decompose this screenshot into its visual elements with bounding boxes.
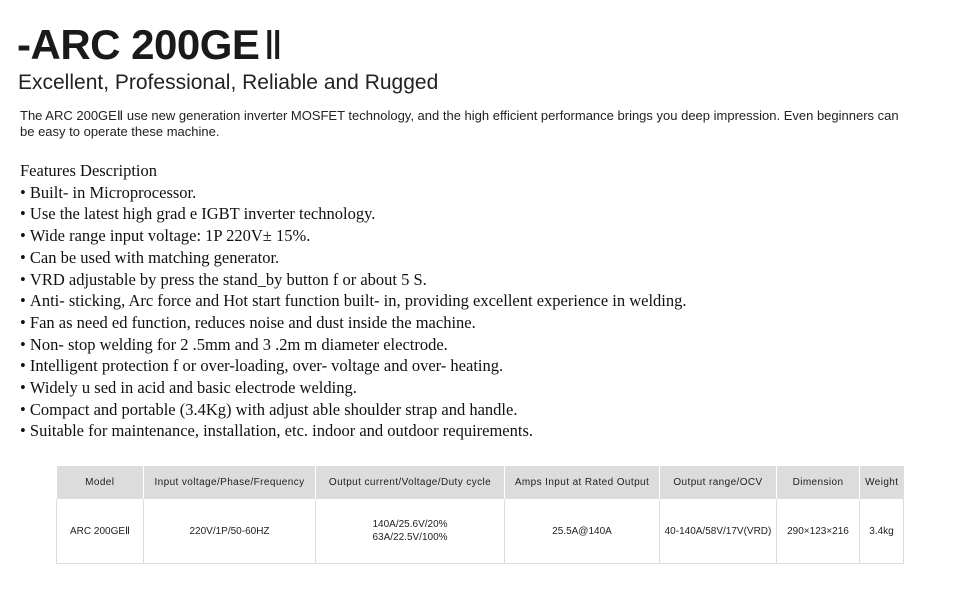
feature-item: • Intelligent protection f or over-loading, over- voltage and over- heating. (20, 355, 920, 377)
cell-output-current (316, 499, 505, 564)
header-output-range: Output range/OCV (660, 466, 777, 499)
page-title-text: -ARC 200GE (17, 21, 260, 68)
cell-dimension: 290×123×216 (777, 499, 860, 564)
cell-weight: 3.4kg (860, 499, 904, 564)
feature-item: • Widely u sed in acid and basic electrode welding. (20, 377, 920, 399)
feature-item: • Compact and portable (3.4Kg) with adjust able shoulder strap and handle. (20, 399, 920, 421)
header-dimension: Dimension (777, 466, 860, 499)
feature-item: • Suitable for maintenance, installation, etc. indoor and outdoor requirements. (20, 420, 920, 442)
features-section (20, 160, 920, 442)
cell-amps-input: 25.5A@140A (505, 499, 660, 564)
header-model: Model (57, 466, 144, 499)
feature-item: • Wide range input voltage: 1P 220V± 15%. (20, 225, 920, 247)
spec-table (56, 466, 904, 564)
table-row (57, 499, 904, 564)
header-output-current: Output current/Voltage/Duty cycle (316, 466, 505, 499)
feature-item: • Use the latest high grad e IGBT inverter technology. (20, 203, 920, 225)
page-title (17, 20, 283, 71)
features-list (20, 182, 920, 442)
cell-output-line-2: 63A/22.5V/100% (372, 532, 448, 543)
feature-item: • Fan as need ed function, reduces noise and dust inside the machine. (20, 312, 920, 334)
table-header-row (57, 466, 904, 499)
cell-input-voltage: 220V/1P/50-60HZ (144, 499, 316, 564)
header-input-voltage: Input voltage/Phase/Frequency (144, 466, 316, 499)
feature-item: • Can be used with matching generator. (20, 247, 920, 269)
cell-output-line-1: 140A/25.6V/20% (372, 519, 448, 530)
header-amps-input: Amps Input at Rated Output (505, 466, 660, 499)
feature-item: • Anti- sticking, Arc force and Hot start function built- in, providing excellent experience in welding. (20, 290, 920, 312)
feature-item: • Non- stop welding for 2 .5mm and 3 .2m m diameter electrode. (20, 334, 920, 356)
header-weight: Weight (860, 466, 904, 499)
feature-item: • VRD adjustable by press the stand_by button f or about 5 S. (20, 269, 920, 291)
cell-output-range: 40-140A/58V/17V(VRD) (660, 499, 777, 564)
feature-item: • Built- in Microprocessor. (20, 182, 920, 204)
page-subtitle: Excellent, Professional, Reliable and Rugged (18, 71, 439, 94)
features-heading: Features Description (20, 161, 158, 180)
page-title-suffix: Ⅱ (263, 23, 283, 68)
cell-model: ARC 200GEⅡ (57, 499, 144, 564)
intro-paragraph: The ARC 200GEⅡ use new generation inverter MOSFET technology, and the high efficient performance brings you deep impression. Even beginners can be easy to operate these machine. (20, 108, 899, 139)
